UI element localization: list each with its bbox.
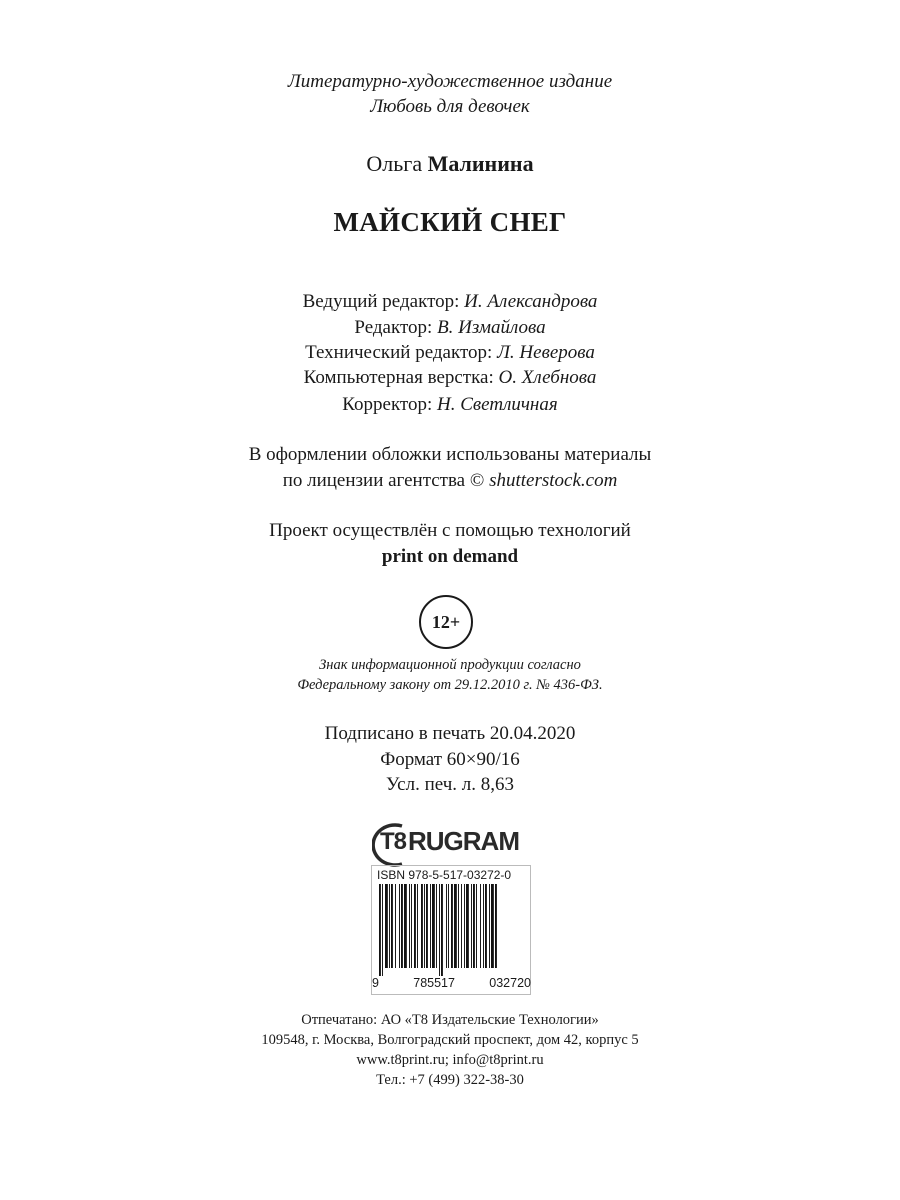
- barcode-bar: [491, 884, 494, 968]
- printed-sheets: Усл. печ. л. 8,63: [386, 774, 514, 795]
- barcode-bar: [480, 884, 481, 968]
- barcode-bar: [432, 884, 435, 968]
- age-rating-badge: 12+: [419, 595, 473, 649]
- barcode-bar: [451, 884, 453, 968]
- project-line-2: print on demand: [381, 546, 519, 567]
- isbn-label: ISBN 978-5-517-03272-0: [377, 868, 512, 882]
- barcode-bar: [411, 884, 412, 968]
- author-first-name: Ольга: [366, 151, 423, 176]
- series-line-1: Литературно-художественное издание: [287, 71, 613, 92]
- barcode-bar: [466, 884, 469, 968]
- logo-mark: T8: [380, 828, 407, 855]
- staff-line: [0, 394, 900, 416]
- staff-name: О. Хлебнова: [498, 367, 597, 388]
- staff-role: Редактор:: [354, 317, 433, 338]
- barcode-bar: [401, 884, 403, 968]
- staff-role: Ведущий редактор:: [302, 291, 460, 312]
- staff-line: [0, 367, 900, 389]
- staff-line: [0, 317, 900, 339]
- staff-role: Корректор:: [342, 394, 433, 415]
- barcode-bar: [385, 884, 388, 968]
- barcode-bar: [476, 884, 477, 968]
- barcode-bar: [483, 884, 484, 968]
- barcode-bar: [395, 884, 396, 968]
- barcode-bar: [391, 884, 393, 968]
- printer-line-1: Отпечатано: АО «Т8 Издательские Технологии»: [301, 1012, 599, 1028]
- barcode-bar: [439, 884, 440, 976]
- barcode-bar: [417, 884, 418, 968]
- barcode-bar: [424, 884, 425, 968]
- barcode-bar: [454, 884, 457, 968]
- staff-name: В. Измайлова: [437, 317, 546, 338]
- barcode-bar: [489, 884, 490, 968]
- author-last-name: Малинина: [427, 151, 534, 176]
- barcode-bar: [426, 884, 428, 968]
- barcode-bar: [471, 884, 472, 968]
- barcode-bar: [464, 884, 465, 968]
- printer-line-4: Тел.: +7 (499) 322-38-30: [376, 1072, 524, 1088]
- barcode-bar: [436, 884, 437, 968]
- barcode-bar: [458, 884, 459, 968]
- barcode-bar: [441, 884, 443, 976]
- barcode-bar: [414, 884, 416, 968]
- staff-name: Л. Неверова: [497, 342, 595, 363]
- printer-line-2: 109548, г. Москва, Волгоградский проспект, дом 42, корпус 5: [261, 1032, 639, 1048]
- staff-name: И. Александрова: [464, 291, 598, 312]
- barcode-bar: [430, 884, 431, 968]
- barcode-bar: [448, 884, 449, 968]
- series-line-2: Любовь для девочек: [370, 96, 530, 117]
- cover-note-line-1: В оформлении обложки использованы материалы: [248, 444, 652, 465]
- staff-line: [0, 342, 900, 364]
- staff-role: Компьютерная верстка:: [303, 367, 494, 388]
- cover-note-prefix: по лицензии агентства ©: [282, 470, 485, 491]
- barcode-bar: [485, 884, 487, 968]
- barcode-icon: [371, 884, 533, 976]
- age-note-line-2: Федеральному закону от 29.12.2010 г. № 436-ФЗ.: [297, 677, 603, 693]
- staff-line: [0, 291, 900, 313]
- book-title: МАЙСКИЙ СНЕГ: [333, 207, 567, 237]
- format: Формат 60×90/16: [380, 749, 520, 770]
- age-note-line-1: Знак информационной продукции согласно: [319, 657, 581, 673]
- barcode-bar: [389, 884, 390, 968]
- barcode-digit-group: 785517: [413, 976, 455, 990]
- barcode-bar: [421, 884, 423, 968]
- cover-note-line-2: [0, 470, 900, 492]
- barcode-bar: [399, 884, 400, 968]
- barcode-bar: [379, 884, 381, 976]
- barcode-bar: [446, 884, 447, 968]
- barcode-bar: [461, 884, 462, 968]
- signed-for-print: Подписано в печать 20.04.2020: [324, 723, 576, 744]
- barcode-digit-group: 032720: [489, 976, 531, 990]
- barcode-bar: [404, 884, 407, 968]
- barcode-bar: [473, 884, 475, 968]
- barcode-bar: [382, 884, 383, 976]
- barcode-bar: [495, 884, 497, 968]
- staff-name: Н. Светличная: [437, 394, 558, 415]
- author: [0, 151, 900, 177]
- barcode-digit-group: 9: [372, 976, 379, 990]
- barcode-digits: [371, 976, 533, 990]
- barcode-bar: [409, 884, 410, 968]
- project-line-1: Проект осуществлён с помощью технологий: [269, 520, 631, 541]
- cover-note-source: shutterstock.com: [489, 470, 618, 491]
- logo-name: RUGRAM: [408, 826, 519, 856]
- printer-line-3: www.t8print.ru; info@t8print.ru: [356, 1052, 544, 1068]
- staff-role: Технический редактор:: [305, 342, 493, 363]
